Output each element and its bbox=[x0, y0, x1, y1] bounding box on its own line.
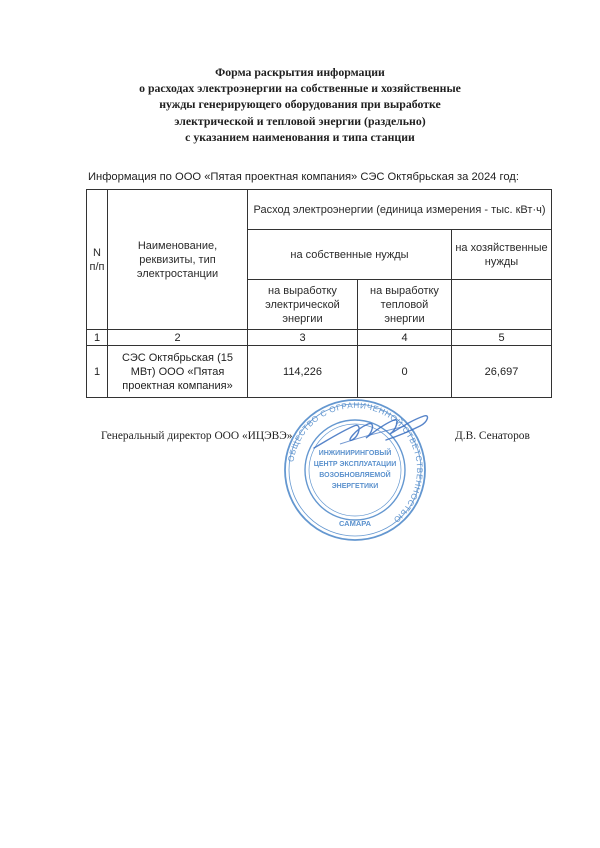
row-number: 1 bbox=[87, 346, 108, 398]
consumption-table bbox=[86, 189, 552, 398]
station-name: СЭС Октябрьская (15 МВт) ООО «Пятая проектная компания» bbox=[108, 346, 248, 398]
electric-value: 114,226 bbox=[248, 346, 358, 398]
header-thermal: на выработку тепловой энергии bbox=[358, 280, 452, 330]
column-number: 4 bbox=[358, 330, 452, 346]
signatory-name: Д.В. Сенаторов bbox=[455, 430, 530, 442]
title-line-2: о расходах электроэнергии на собственные и хозяйственные bbox=[139, 81, 461, 96]
header-consumption: Расход электроэнергии (единица измерения - тыс. кВт·ч) bbox=[248, 190, 552, 230]
title-line-3: нужды генерирующего оборудования при выработке bbox=[159, 97, 441, 112]
stamp-line-2: ЦЕНТР ЭКСПЛУАТАЦИИ bbox=[313, 461, 397, 468]
stamp-line-3: ВОЗОБНОВЛЯЕМОЙ bbox=[319, 472, 391, 479]
header-n: N п/п bbox=[87, 190, 108, 330]
signatory-position: Генеральный директор ООО «ИЦЭВЭ» bbox=[101, 430, 293, 442]
column-number: 5 bbox=[452, 330, 552, 346]
title-line-5: с указанием наименования и типа станции bbox=[185, 129, 415, 144]
stamp-outer-text: ОБЩЕСТВО С ОГРАНИЧЕННОЙ ОТВЕТСТВЕННОСТЬЮ bbox=[286, 400, 425, 525]
document-title bbox=[0, 64, 600, 145]
header-household-needs: на хозяйственные нужды bbox=[452, 230, 552, 280]
column-number: 3 bbox=[248, 330, 358, 346]
thermal-value: 0 bbox=[358, 346, 452, 398]
header-blank bbox=[452, 280, 552, 330]
title-line-1: Форма раскрытия информации bbox=[215, 65, 385, 79]
stamp-city: САМАРА bbox=[338, 519, 372, 528]
header-own-needs: на собственные нужды bbox=[248, 230, 452, 280]
stamp-line-1: ИНЖИНИРИНГОВЫЙ bbox=[318, 450, 392, 457]
header-electric: на выработку электрической энергии bbox=[248, 280, 358, 330]
info-line: Информация по ООО «Пятая проектная компания» СЭС Октябрьская за 2024 год: bbox=[88, 171, 519, 183]
column-number: 1 bbox=[87, 330, 108, 346]
header-name: Наименование, реквизиты, тип электростанции bbox=[108, 190, 248, 330]
household-value: 26,697 bbox=[452, 346, 552, 398]
handwritten-signature-icon bbox=[310, 410, 440, 455]
column-number: 2 bbox=[108, 330, 248, 346]
title-line-4: электрической и тепловой энергии (раздельно) bbox=[174, 113, 426, 128]
stamp-line-4: ЭНЕРГЕТИКИ bbox=[331, 483, 379, 490]
column-numbers-row bbox=[87, 330, 552, 346]
table-row bbox=[87, 346, 552, 398]
